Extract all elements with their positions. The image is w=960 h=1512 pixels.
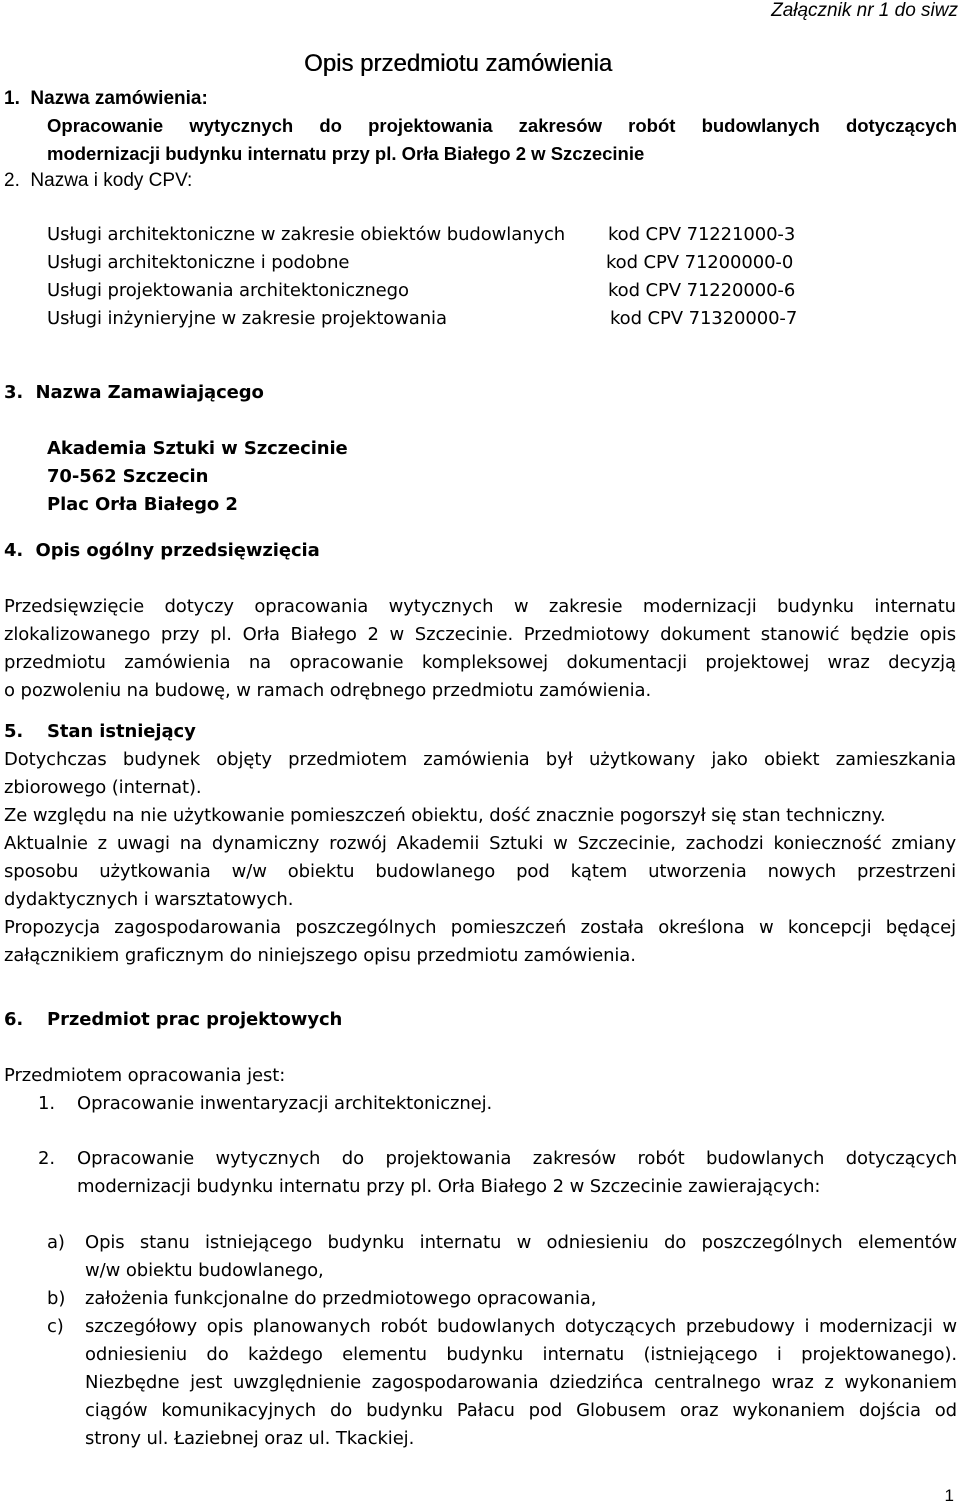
- sub-item-c-line-1: szczegółowy opis planowanych robót budowlanych dotyczących przebudowy i modernizacji w: [85, 1316, 957, 1337]
- section-5-line-1: Dotychczas budynek objęty przedmiotem zamówienia był użytkowany jako obiekt zamieszkania: [4, 749, 956, 770]
- section-4-line-2: zlokalizowanego przy pl. Orła Białego 2 w Szczecinie. Przedmiotowy dokument stanowić będzie opis: [4, 624, 956, 645]
- sub-item-a-line-2: w/w obiektu budowlanego,: [85, 1260, 324, 1281]
- sub-item-b-marker: b): [47, 1288, 66, 1309]
- page-title: Opis przedmiotu zamówienia: [304, 50, 613, 77]
- cpv-row-2-code: kod CPV 71200000-0: [606, 252, 794, 273]
- section-5-line-4: Aktualnie z uwagi na dynamiczny rozwój Akademii Sztuki w Szczecinie, zachodzi konieczność zmiany: [4, 833, 956, 854]
- item-2-number: 2.: [38, 1148, 55, 1169]
- cpv-row-4-code: kod CPV 71320000-7: [610, 308, 798, 329]
- cpv-row-1-service: Usługi architektoniczne w zakresie obiektów budowlanych: [47, 224, 566, 245]
- sub-item-c-line-3: Niezbędne jest uwzględnienie zagospodarowania dziedzińca centralnego wraz z wykonaniem: [85, 1372, 957, 1393]
- section-3-heading: 3. Nazwa Zamawiającego: [4, 382, 264, 403]
- section-6-heading: Przedmiot prac projektowych: [47, 1009, 343, 1030]
- section-5-line-5: sposobu użytkowania w/w obiektu budowlanego pod kątem utworzenia nowych przestrzeni: [4, 861, 956, 882]
- section-5-line-8: załącznikiem graficznym do niniejszego opisu przedmiotu zamówienia.: [4, 945, 636, 966]
- item-1-text: Opracowanie inwentaryzacji architektonicznej.: [77, 1093, 493, 1114]
- orderer-name: Akademia Sztuki w Szczecinie: [47, 438, 348, 459]
- cpv-row-4-service: Usługi inżynieryjne w zakresie projektowania: [47, 308, 447, 329]
- sub-item-a-marker: a): [47, 1232, 65, 1253]
- sub-item-c-line-5: strony ul. Łaziebnej oraz ul. Tkackiej.: [85, 1428, 415, 1449]
- cpv-row-1-code: kod CPV 71221000-3: [608, 224, 796, 245]
- orderer-street: Plac Orła Białego 2: [47, 494, 238, 515]
- section-4-heading: 4. Opis ogólny przedsięwzięcia: [4, 540, 320, 561]
- sub-item-c-line-4: ciągów komunikacyjnych do budynku Pałacu pod Globusem oraz wykonaniem dojścia od: [85, 1400, 957, 1421]
- sub-item-c-marker: c): [47, 1316, 64, 1337]
- cpv-row-2-service: Usługi architektoniczne i podobne: [47, 252, 350, 273]
- section-2-heading: 2. Nazwa i kody CPV:: [4, 170, 193, 191]
- section-4-line-1: Przedsięwzięcie dotyczy opracowania wytycznych w zakresie modernizacji budynku internatu: [4, 596, 956, 617]
- item-2-line-2: modernizacji budynku internatu przy pl. Orła Białego 2 w Szczecinie zawierających:: [77, 1176, 821, 1197]
- section-5-line-3: Ze względu na nie użytkowanie pomieszczeń obiektu, dość znacznie pogorszył się stan techniczny.: [4, 805, 886, 826]
- section-4-line-4: o pozwoleniu na budowę, w ramach odrębnego przedmiotu zamówienia.: [4, 680, 652, 701]
- sub-item-c-line-2: odniesieniu do każdego elementu budynku internatu (istniejącego i projektowanego).: [85, 1344, 957, 1365]
- section-5-line-6: dydaktycznych i warsztatowych.: [4, 889, 294, 910]
- attachment-label: Załącznik nr 1 do siwz: [771, 0, 958, 21]
- section-5-number: 5.: [4, 721, 24, 742]
- section-5-line-7: Propozycja zagospodarowania poszczególnych pomieszczeń została określona w koncepcji będącej: [4, 917, 956, 938]
- section-4-line-3: przedmiotu zamówienia na opracowanie kompleksowej dokumentacji projektowej wraz decyzją: [4, 652, 956, 673]
- section-5-line-2: zbiorowego (internat).: [4, 777, 202, 798]
- section-6-number: 6.: [4, 1009, 24, 1030]
- cpv-row-3-service: Usługi projektowania architektonicznego: [47, 280, 409, 301]
- section-5-heading: Stan istniejący: [47, 721, 196, 742]
- section-1-line-2: modernizacji budynku internatu przy pl. Orła Białego 2 w Szczecinie: [47, 143, 645, 164]
- section-1-heading: 1. Nazwa zamówienia:: [4, 88, 208, 109]
- page-number: 1: [944, 1486, 954, 1505]
- sub-item-b-line-1: założenia funkcjonalne do przedmiotowego opracowania,: [85, 1288, 597, 1309]
- orderer-city: 70-562 Szczecin: [47, 466, 209, 487]
- item-1-number: 1.: [38, 1093, 55, 1114]
- section-6-intro: Przedmiotem opracowania jest:: [4, 1065, 286, 1086]
- cpv-row-3-code: kod CPV 71220000-6: [608, 280, 796, 301]
- section-1-line-1: Opracowanie wytycznych do projektowania zakresów robót budowlanych dotyczących: [47, 115, 957, 136]
- sub-item-a-line-1: Opis stanu istniejącego budynku internatu w odniesieniu do poszczególnych elementów: [85, 1232, 957, 1253]
- item-2-line-1: Opracowanie wytycznych do projektowania zakresów robót budowlanych dotyczących: [77, 1148, 957, 1169]
